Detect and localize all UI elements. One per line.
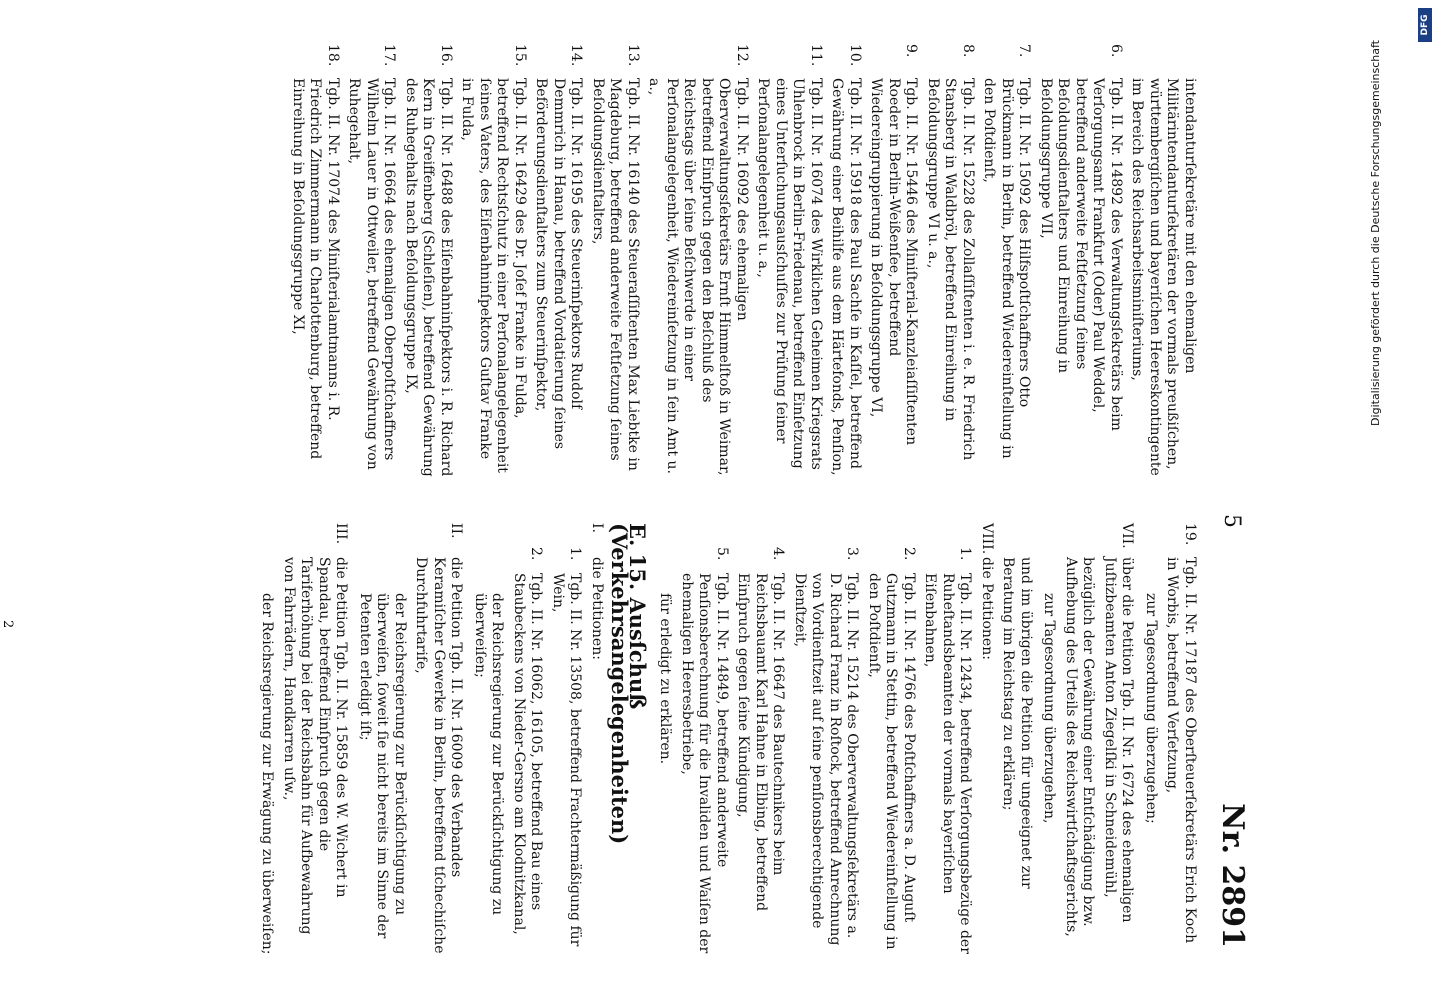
left-column	[252, 44, 1198, 477]
dfg-logo-text: DFG	[1420, 14, 1430, 36]
roman-item	[978, 523, 996, 956]
petition-entry	[1163, 523, 1198, 956]
decision-text: zur Tagesordnung überzugehen,	[1041, 593, 1058, 824]
entry-number: 9.	[903, 44, 920, 58]
roman-numeral: I.	[589, 523, 605, 533]
entry-text: Tgb. II. Nr. 16429 des Dr. Joſef Franke in Fulda, betreffend Rechtsſchutz in einer Perſonalangelegenheit ſeines Vaters, des Eiſenbahninſpektors Guſtav Franke in Fulda,	[459, 78, 528, 473]
petition-entry	[532, 44, 585, 477]
entry-text: Tgb. II. Nr. 16664 des ehemaligen Oberpoſtſchaffners Wilhelm Lauer in Ottweiler, betreffend Gewährung von Ruhegehalt,	[346, 78, 398, 470]
roman-numeral: VII.	[1119, 523, 1136, 549]
sub-text: Tgb. II. Nr. 16062, 16105, betreffend Bau eines Staubeckens von Nieder-Gersno am Klodnitzkanal,	[511, 573, 545, 935]
entry-number: 13.	[625, 44, 641, 67]
decision-text: für erledigt zu erklären.	[657, 593, 674, 765]
petition-entry	[345, 44, 398, 477]
sub-number: 4.	[770, 547, 787, 561]
petition-entry	[924, 44, 977, 477]
roman-item	[588, 523, 606, 956]
item-text: die Petition Tgb. II. Nr. 15859 des W. Wichert in Spandau, betreffend Einſpruch gegen die Tariferhöhung bei der Reichsbahn für Aufbewahrung von Fahrrädern, Handkarren uſw.,	[281, 557, 350, 935]
sub-text: Tgb. II. Nr. 16647 des Bautechnikers beim Reichsbauamt Karl Hahne in Elbing, betreffend Einſpruch gegen ſeine Kündigung,	[735, 573, 787, 912]
signature-mark: 2	[0, 620, 15, 629]
decision-text: der Reichsregierung zur Erwägung zu überweiſen;	[259, 593, 276, 955]
page-header	[1198, 44, 1254, 956]
entry-text: Tgb. II. Nr. 15092 des Hilfspoſtſchaffners Otto Brückmann in Berlin, betreffend Wiedereinſtellung in den Poſtdienſt,	[981, 78, 1033, 459]
entry-text: Tgb. II. Nr. 16488 des Eiſenbahninſpektors i. R. Richard Kern in Greiffenberg (Schleſien), betreffend Gewährung des Ruhegehalts nach Beſoldungsgruppe IX,	[403, 78, 454, 477]
petition-entry	[645, 44, 750, 477]
entry-number: 19.	[1182, 523, 1198, 546]
sub-item	[678, 547, 731, 956]
entry-number: 12.	[734, 44, 750, 67]
sub-number: 1.	[567, 547, 584, 561]
roman-item	[412, 523, 465, 956]
sub-number: 2.	[901, 547, 917, 561]
entry-number: 18.	[325, 44, 341, 67]
sub-text: Tgb. II. Nr. 14766 des Poſtſchaffners a. D. Auguſt Gutzmann in Stettin, betreffend Wiedereinſtellung in den Poſtdienſt,	[866, 573, 917, 950]
sub-text: Tgb. II. Nr. 12434, betreffend Verſorgungsbezüge der Ruheſtandsbeamten der vormals bayeriſchen Eiſenbahnen,	[922, 573, 974, 954]
page-number: 5	[1219, 514, 1244, 528]
section-heading: E. 15. Ausſchuß (Verkehrsangelegenheiten)	[607, 523, 650, 845]
entry-number: 7.	[1016, 44, 1033, 58]
entry-number: 15.	[512, 44, 528, 67]
sub-item	[921, 547, 974, 956]
petition-entry	[754, 44, 824, 477]
sub-number: 5.	[714, 547, 730, 561]
sub-item	[791, 547, 861, 956]
entry-text: Tgb. II. Nr. 15228 des Zollaſſiſtenten i. e. R. Friedrich Stansberg in Waldbröl, betreffend Einreihung in Beſoldungsgruppe VI u. a.,	[925, 78, 976, 461]
roman-numeral: VIII.	[979, 523, 995, 555]
entry-number: 10.	[847, 44, 863, 67]
item-text: die Petitionen:	[589, 557, 605, 660]
text-columns	[252, 44, 1198, 956]
sub-text: Tgb. II. Nr. 15214 des Oberverwaltungsſekretärs a. D. Richard Franz in Roſtock, betreffend Anrechnung von Vordienſtzeit auf ſeine penſionsberechtigende Dienſtzeit,	[792, 573, 861, 946]
sub-text: Tgb. II. Nr. 13508, betreffend Frachtermäßigung für Wein,	[550, 573, 584, 947]
petition-entry	[867, 44, 920, 477]
entry-number: 16.	[438, 44, 454, 67]
sub-item	[734, 547, 787, 956]
entry-text: Tgb. II. Nr. 16195 des Steuerinſpektors Rudolf Demmrich in Hanau, betreffend Vordatierung ſeines Beförderungsdienſtalters zum Steuerinſpektor,	[533, 78, 585, 450]
entry-text: Tgb. II. Nr. 16140 des Steueraſſiſtenten Max Liebtke in Magdeburg, betreffend anderweite Feſtſetzung ſeines Beſoldungsdienſtalters,	[590, 78, 641, 471]
sub-item	[549, 547, 584, 956]
continuation-text: bezüglich der Gewährung einer Entſchädigung bzw. Aufhebung des Urteils des Reichswirtſchaftsgerichts,	[1063, 557, 1097, 937]
petition-entry	[980, 44, 1033, 477]
roman-item	[1101, 523, 1136, 956]
item-text: über die Petition Tgb. II. Nr. 16724 des ehemaligen Juſtizbeamten Anton Ziegelſki in Schneidemühl,	[1102, 557, 1136, 923]
petition-entry	[289, 44, 342, 477]
decision-text: der Reichsregierung zur Berückſichtigung zu überweiſen;	[472, 593, 506, 916]
entry-number: 8.	[960, 44, 976, 58]
petition-entry	[402, 44, 455, 477]
entry-text: Tgb. II. Nr. 17074 des Miniſterialamtmanns i. R. Friedrich Zimmermann in Charlottenburg, betreffend Einreihung in Beſoldungsgruppe XI,	[290, 78, 341, 460]
petition-entry	[458, 44, 528, 477]
entry-text: Tgb. II. Nr. 15446 des Miniſterial-Kanzleiaſſiſtenten Roeder in Berlin-Weißenſee, betreffend Wiedereingruppierung in Beſoldungsgruppe VI,	[868, 78, 920, 446]
entry-text: Tgb. II. Nr. 14892 des Verwaltungsſekretärs beim Verſorgungsamt Frankfurt (Oder) Paul Weddel, betreffend anderweite Feſtſetzung ſeines Beſoldungsdienſtalters und Einreihung in Beſoldungsgruppe VII,	[1038, 78, 1124, 431]
entry-number: 11.	[808, 44, 824, 67]
right-column	[252, 523, 1198, 956]
decision-text: zur Tagesordnung überzugehen;	[1143, 593, 1159, 824]
roman-numeral: II.	[448, 523, 465, 539]
roman-numeral: III.	[333, 523, 350, 545]
petition-entry	[589, 44, 642, 477]
decision-text: und im übrigen die Petition für ungeeignet zur Beratung im Reichstag zu erklären;	[1000, 557, 1034, 889]
entry-number: 6.	[1108, 44, 1124, 58]
entry-text: Tgb. II. Nr. 15918 des Paul Sachſe in Kaſſel, betreffend Gewährung einer Beihilfe aus dem Härtefonds, Penſion,	[829, 78, 863, 476]
entry-text: Tgb. II. Nr. 16092 des ehemaligen Oberverwaltungsſekretärs Ernſt Himmelſtoß in Weimar, betreffend Einſpruch gegen den Beſchluß des Reichstags über ſeine Beſchwerde in einer Perſonalangelegenheit, Wiedereinſetzung in ſein Amt u. a.,	[646, 78, 750, 476]
petition-entry	[828, 44, 863, 477]
sub-item	[510, 547, 545, 956]
sub-text: Tgb. II. Nr. 14849, betreffend anderweite Penſionsberechnung für die Invaliden und Waiſen der ehemaligen Heeresbetriebe,	[679, 573, 730, 954]
document-number: Nr. 2891	[1215, 803, 1250, 948]
petition-entry	[1037, 44, 1125, 477]
dfg-logo	[1418, 8, 1432, 42]
item-text: die Petitionen:	[979, 557, 995, 660]
entry-text: Tgb. II. Nr. 16074 des Wirklichen Geheimen Kriegsrats Uhlenbrock in Berlin-Friedenau, betreffend Einſetzung eines Unterſuchungsausſchuſſes zur Prüfung ſeiner Perſonalangelegenheit u. a.,	[755, 78, 824, 470]
sub-number: 2.	[528, 547, 545, 561]
entry-number: 17.	[381, 44, 398, 67]
digitization-note	[1366, 40, 1386, 960]
decision-text: der Reichsregierung zur Berückſichtigung zu überweiſen, ſoweit ſie nicht bereits im Sinne der Petenten erledigt iſt;	[357, 593, 408, 939]
entry-text: Tgb. II. Nr. 17187 des Oberſteuerſekretärs Erich Koch in Worbis, betreffend Verſetzung,	[1164, 557, 1198, 944]
sub-number: 1.	[957, 547, 974, 561]
item-text: die Petition Tgb. II. Nr. 16009 des Verbandes Keramiſcher Gewerke in Berlin, betreffend tſchechiſche Durchfuhrtarife,	[413, 557, 465, 954]
entry-number: 14.	[568, 44, 585, 67]
sub-item	[865, 547, 918, 956]
roman-item	[280, 523, 350, 956]
continued-text: intendanturſekretäre mit den ehemaligen Militärintendanturſekretären der vormals preußiſchen, württembergiſchen und bayeriſchen Heereskontingente im Bereich des Reichsarbeitsminiſteriums,	[1129, 78, 1198, 476]
digitization-note-text: Digitalisierung gefördert durch die Deutsche Forschungsgemeinschaft	[1369, 40, 1382, 426]
sub-number: 3.	[844, 547, 861, 561]
